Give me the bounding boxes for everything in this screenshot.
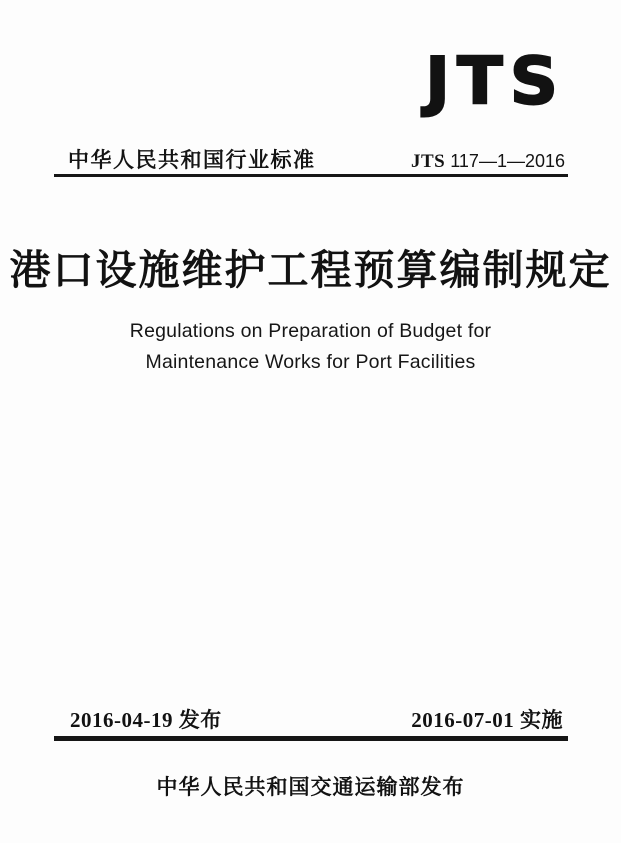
standard-number-code: 117—1—2016 bbox=[450, 151, 565, 171]
standard-class-label: 中华人民共和国行业标准 bbox=[68, 149, 316, 172]
title-chinese: 港口设施维护工程预算编制规定 bbox=[9, 247, 612, 293]
header-divider bbox=[54, 174, 568, 177]
title-english-line2: Maintenance Works for Port Facilities bbox=[145, 351, 476, 373]
effective-date: 2016-07-01 实施 bbox=[411, 708, 563, 732]
standard-number bbox=[411, 151, 565, 173]
dates-row bbox=[70, 704, 563, 734]
footer-divider bbox=[54, 736, 568, 741]
standard-number-prefix: JTS bbox=[410, 151, 446, 172]
issue-date: 2016-04-19 发布 bbox=[70, 708, 222, 732]
jts-logo: JTS bbox=[425, 43, 565, 119]
header-row bbox=[68, 144, 565, 174]
title-english-line1: Regulations on Preparation of Budget for bbox=[129, 320, 492, 342]
publisher: 中华人民共和国交通运输部发布 bbox=[156, 776, 465, 799]
